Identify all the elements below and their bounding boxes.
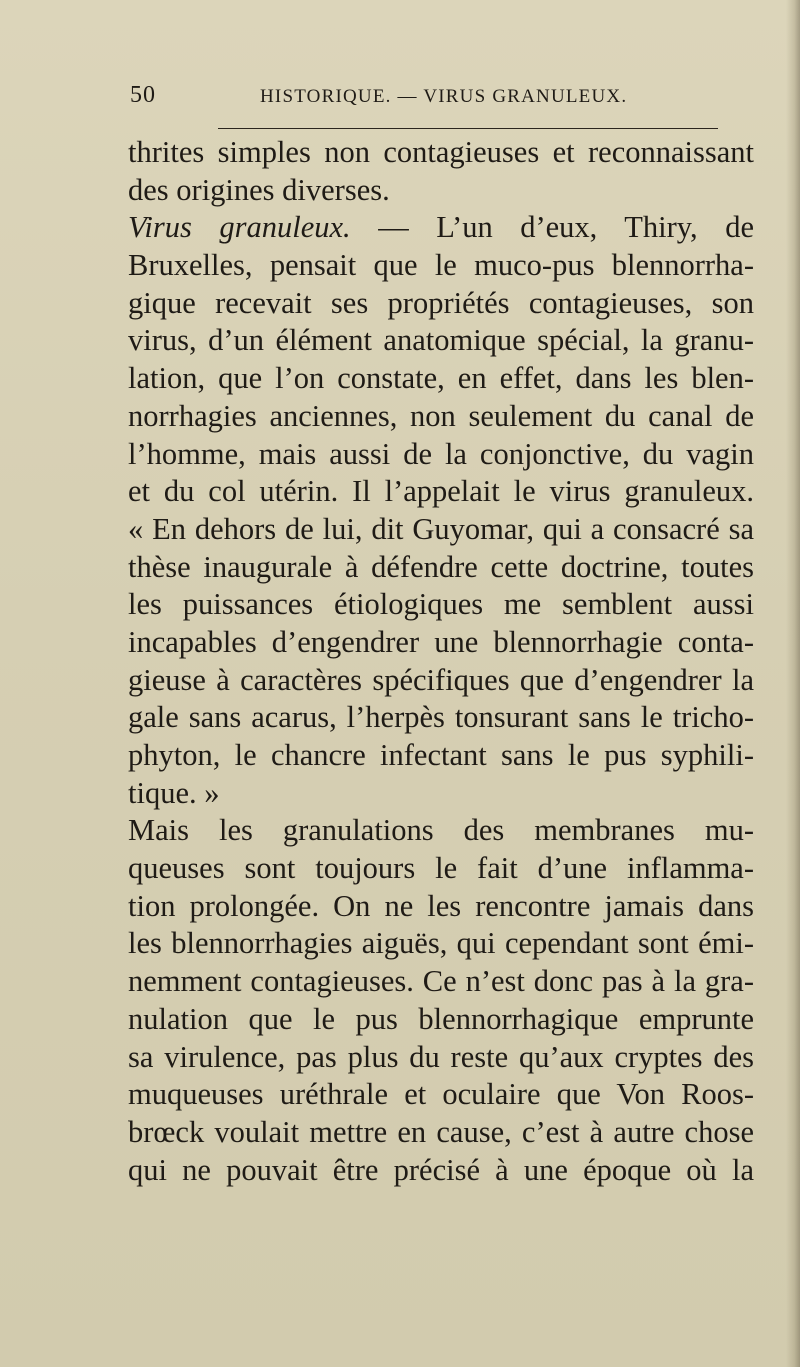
text-line: brœck voulait mettre en cause, c’est à autre chose [128, 1114, 754, 1149]
text-line: incapables d’engendrer une blennorrhagie conta- [128, 624, 754, 659]
text-line: des origines diverses. [128, 172, 390, 207]
text-line: sa virulence, pas plus du reste qu’aux cryptes des [128, 1039, 754, 1074]
text-line: les puissances étiologiques me semblent aussi [128, 587, 754, 622]
text-line: Bruxelles, pensait que le muco-pus blennorrha- [128, 248, 754, 283]
text-line: virus, d’un élément anatomique spécial, la granu- [128, 323, 754, 358]
text-line-with-italic-lead [128, 209, 754, 247]
header-rule [218, 128, 718, 129]
text-line: norrhagies anciennes, non seulement du canal de [128, 398, 754, 433]
text-line: Mais les granulations des membranes mu- [128, 813, 754, 848]
text-line-rest: — L’un d’eux, Thiry, de [378, 210, 755, 245]
page-edge-shadow [786, 0, 800, 1367]
text-line: tion prolongée. On ne les rencontre jamais dans [128, 888, 754, 923]
text-line: gale sans acarus, l’herpès tonsurant sans le tricho- [128, 700, 754, 735]
text-line: « En dehors de lui, dit Guyomar, qui a consacré sa [128, 511, 754, 546]
page-header [130, 78, 760, 118]
text-line: thrites simples non contagieuses et reconnaissant [128, 135, 754, 169]
text-line: phyton, le chancre infectant sans le pus syphili- [128, 738, 754, 772]
text-line: lation, que l’on constate, en effet, dans les blen- [128, 361, 754, 396]
text-line: les blennorrhagies aiguës, qui cependant sont émi- [128, 926, 754, 961]
text-line: muqueuses uréthrale et oculaire que Von Roos- [128, 1077, 754, 1112]
text-line: nulation que le pus blennorrhagique emprunte [128, 1001, 754, 1036]
text-line: nemment contagieuses. Ce n’est donc pas à la gra- [128, 964, 754, 999]
text-line: qui ne pouvait être précisé à une époque où la [128, 1152, 754, 1187]
body-text [128, 134, 754, 1189]
text-line: tique. » [128, 775, 220, 810]
section-lead-italic: Virus granuleux. [128, 210, 351, 245]
text-line: gieuse à caractères spécifiques que d’engendrer la [128, 662, 754, 697]
text-line: l’homme, mais aussi de la conjonctive, du vagin [128, 436, 754, 471]
text-line: gique recevait ses propriétés contagieuses, son [128, 285, 754, 320]
text-line: queuses sont toujours le fait d’une inflamma- [128, 851, 754, 886]
running-head: HISTORIQUE. — VIRUS GRANULEUX. [260, 86, 628, 107]
text-line: et du col utérin. Il l’appelait le virus granuleux. [128, 474, 754, 509]
text-line: thèse inaugurale à défendre cette doctrine, toutes [128, 549, 754, 584]
page-number: 50 [130, 82, 156, 108]
